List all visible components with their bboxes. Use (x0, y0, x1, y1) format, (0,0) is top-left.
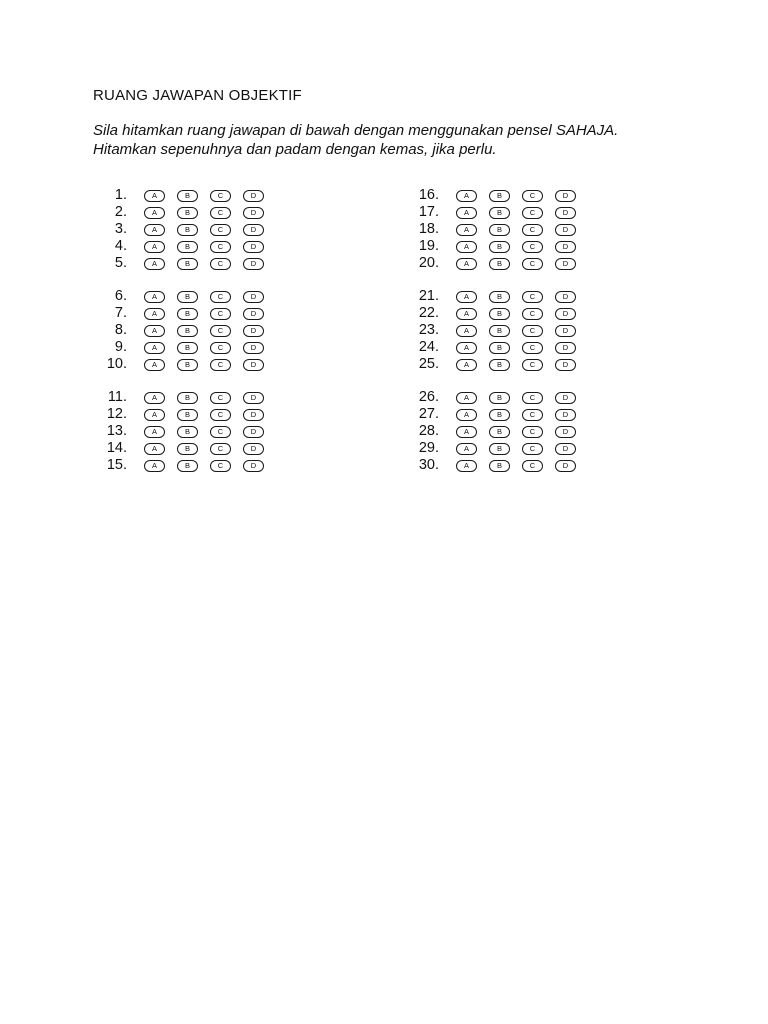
question-number: 3. (114, 221, 127, 237)
answer-bubble-a[interactable]: A (456, 258, 477, 270)
answer-bubble-c[interactable]: C (210, 409, 231, 421)
answer-bubble-b[interactable]: B (489, 291, 510, 303)
question-group (96, 187, 276, 272)
answer-bubble-c[interactable]: C (522, 190, 543, 202)
answer-bubble-d[interactable]: D (243, 460, 264, 472)
answer-bubble-a[interactable]: A (456, 325, 477, 337)
answer-bubble-b[interactable]: B (489, 308, 510, 320)
question-row (408, 406, 588, 423)
answer-bubble-d[interactable]: D (243, 443, 264, 455)
instruction-line-2: Hitamkan sepenuhnya dan padam dengan kemas, jika perlu. (93, 141, 497, 158)
answer-bubble-c[interactable]: C (210, 392, 231, 404)
question-row (408, 255, 588, 272)
answer-bubble-c[interactable]: C (210, 258, 231, 270)
answer-bubble-b[interactable]: B (177, 258, 198, 270)
answer-bubble-d[interactable]: D (555, 342, 576, 354)
question-row (408, 440, 588, 457)
question-row (96, 322, 276, 339)
answer-bubbles (456, 342, 588, 354)
question-number: 14. (106, 440, 127, 456)
answer-bubble-c[interactable]: C (522, 291, 543, 303)
question-row (96, 406, 276, 423)
answer-bubble-b[interactable]: B (177, 392, 198, 404)
answer-bubble-c[interactable]: C (522, 258, 543, 270)
answer-bubble-b[interactable]: B (177, 291, 198, 303)
page-title: RUANG JAWAPAN OBJEKTIF (93, 87, 302, 104)
answer-bubble-b[interactable]: B (177, 207, 198, 219)
answer-bubble-c[interactable]: C (522, 224, 543, 236)
question-row (408, 339, 588, 356)
answer-bubbles (456, 325, 588, 337)
answer-bubble-d[interactable]: D (243, 426, 264, 438)
answer-bubbles (144, 308, 276, 320)
answer-bubble-c[interactable]: C (522, 241, 543, 253)
answer-bubble-a[interactable]: A (144, 308, 165, 320)
answer-bubble-d[interactable]: D (555, 426, 576, 438)
answer-bubbles (144, 190, 276, 202)
answer-bubble-d[interactable]: D (555, 190, 576, 202)
answer-bubble-b[interactable]: B (489, 409, 510, 421)
question-row (96, 389, 276, 406)
answer-bubble-a[interactable]: A (456, 359, 477, 371)
answer-bubble-a[interactable]: A (144, 460, 165, 472)
answer-bubble-a[interactable]: A (144, 426, 165, 438)
answer-bubble-c[interactable]: C (522, 342, 543, 354)
answer-bubbles (456, 359, 588, 371)
answer-bubbles (144, 325, 276, 337)
answer-bubble-b[interactable]: B (177, 409, 198, 421)
answer-bubble-d[interactable]: D (243, 258, 264, 270)
answer-bubbles (144, 241, 276, 253)
answer-bubble-c[interactable]: C (210, 460, 231, 472)
answer-bubble-a[interactable]: A (144, 207, 165, 219)
question-row (96, 255, 276, 272)
answer-bubbles (456, 207, 588, 219)
answer-bubbles (144, 409, 276, 421)
answer-bubble-a[interactable]: A (144, 190, 165, 202)
question-number: 2. (114, 204, 127, 220)
answer-bubble-d[interactable]: D (555, 409, 576, 421)
answer-bubble-b[interactable]: B (489, 460, 510, 472)
question-group (96, 288, 276, 373)
question-row (408, 305, 588, 322)
question-row (408, 423, 588, 440)
answer-bubble-a[interactable]: A (456, 190, 477, 202)
answer-bubble-a[interactable]: A (144, 359, 165, 371)
answer-bubbles (456, 308, 588, 320)
answer-bubble-b[interactable]: B (489, 241, 510, 253)
answer-bubble-b[interactable]: B (489, 258, 510, 270)
answer-bubble-d[interactable]: D (243, 392, 264, 404)
question-number: 7. (114, 305, 127, 321)
answer-bubbles (456, 392, 588, 404)
answer-bubble-d[interactable]: D (555, 224, 576, 236)
answer-bubbles (456, 224, 588, 236)
answer-bubble-a[interactable]: A (144, 325, 165, 337)
answer-bubble-a[interactable]: A (456, 291, 477, 303)
question-number: 13. (106, 423, 127, 439)
question-row (408, 389, 588, 406)
answer-bubble-a[interactable]: A (456, 409, 477, 421)
question-number: 20. (418, 255, 439, 271)
question-number: 15. (106, 457, 127, 473)
answer-bubbles (456, 409, 588, 421)
answer-bubble-c[interactable]: C (210, 190, 231, 202)
answer-bubble-b[interactable]: B (177, 308, 198, 320)
answer-bubbles (144, 207, 276, 219)
answer-bubble-a[interactable]: A (456, 443, 477, 455)
question-row (96, 288, 276, 305)
answer-bubbles (456, 241, 588, 253)
question-row (408, 288, 588, 305)
answer-bubble-b[interactable]: B (489, 224, 510, 236)
question-group (408, 288, 588, 373)
question-number: 21. (418, 288, 439, 304)
answer-bubble-a[interactable]: A (456, 224, 477, 236)
answer-bubble-d[interactable]: D (243, 342, 264, 354)
answer-bubble-d[interactable]: D (555, 291, 576, 303)
answer-bubbles (456, 190, 588, 202)
answer-bubble-d[interactable]: D (555, 241, 576, 253)
question-row (408, 457, 588, 474)
answer-bubble-c[interactable]: C (210, 241, 231, 253)
answer-bubble-c[interactable]: C (522, 308, 543, 320)
answer-bubble-c[interactable]: C (210, 342, 231, 354)
answer-bubble-a[interactable]: A (144, 392, 165, 404)
question-number: 24. (418, 339, 439, 355)
question-number: 1. (114, 187, 127, 203)
question-number: 29. (418, 440, 439, 456)
answer-bubble-c[interactable]: C (522, 325, 543, 337)
answer-bubble-c[interactable]: C (210, 291, 231, 303)
answer-bubble-c[interactable]: C (522, 426, 543, 438)
answer-bubbles (144, 426, 276, 438)
answer-bubble-a[interactable]: A (456, 460, 477, 472)
answer-bubbles (456, 443, 588, 455)
question-row (96, 221, 276, 238)
answer-bubble-b[interactable]: B (489, 325, 510, 337)
answer-bubble-b[interactable]: B (177, 426, 198, 438)
answer-bubble-b[interactable]: B (489, 190, 510, 202)
question-row (96, 423, 276, 440)
answer-bubble-d[interactable]: D (243, 325, 264, 337)
answer-bubble-d[interactable]: D (555, 460, 576, 472)
question-row (408, 238, 588, 255)
answer-bubble-a[interactable]: A (144, 409, 165, 421)
question-number: 5. (114, 255, 127, 271)
answer-bubbles (144, 342, 276, 354)
answer-bubbles (456, 258, 588, 270)
answer-bubble-c[interactable]: C (210, 224, 231, 236)
question-number: 28. (418, 423, 439, 439)
answer-bubble-a[interactable]: A (456, 342, 477, 354)
answer-bubble-c[interactable]: C (522, 443, 543, 455)
answer-bubbles (144, 258, 276, 270)
answer-bubble-a[interactable]: A (144, 241, 165, 253)
question-number: 19. (418, 238, 439, 254)
answer-bubbles (144, 359, 276, 371)
answer-bubble-a[interactable]: A (456, 392, 477, 404)
question-number: 27. (418, 406, 439, 422)
question-row (408, 322, 588, 339)
answer-bubble-c[interactable]: C (210, 359, 231, 371)
answer-bubble-a[interactable]: A (144, 258, 165, 270)
answer-bubble-c[interactable]: C (210, 308, 231, 320)
answer-bubble-d[interactable]: D (555, 392, 576, 404)
question-row (408, 187, 588, 204)
answer-bubble-d[interactable]: D (555, 359, 576, 371)
question-number: 6. (114, 288, 127, 304)
question-number: 23. (418, 322, 439, 338)
answer-bubble-a[interactable]: A (456, 207, 477, 219)
question-number: 8. (114, 322, 127, 338)
question-group (96, 389, 276, 474)
answer-bubble-d[interactable]: D (555, 258, 576, 270)
question-number: 30. (418, 457, 439, 473)
answer-bubbles (144, 443, 276, 455)
answer-bubble-c[interactable]: C (522, 409, 543, 421)
answer-bubble-b[interactable]: B (177, 443, 198, 455)
question-row (96, 440, 276, 457)
answer-bubble-b[interactable]: B (177, 460, 198, 472)
answer-bubble-b[interactable]: B (489, 443, 510, 455)
answer-bubbles (144, 224, 276, 236)
answer-bubble-a[interactable]: A (144, 224, 165, 236)
answer-bubble-c[interactable]: C (522, 392, 543, 404)
instruction-line-1: Sila hitamkan ruang jawapan di bawah dengan menggunakan pensel SAHAJA. (93, 122, 619, 139)
answer-bubble-d[interactable]: D (555, 308, 576, 320)
answer-bubble-b[interactable]: B (177, 190, 198, 202)
answer-bubbles (456, 291, 588, 303)
answer-bubble-d[interactable]: D (243, 308, 264, 320)
question-number: 18. (418, 221, 439, 237)
question-row (408, 221, 588, 238)
answer-bubble-d[interactable]: D (555, 207, 576, 219)
question-row (96, 457, 276, 474)
question-row (96, 238, 276, 255)
question-number: 11. (107, 389, 127, 405)
question-number: 4. (114, 238, 127, 254)
question-row (96, 305, 276, 322)
answer-bubble-d[interactable]: D (555, 325, 576, 337)
answer-bubble-b[interactable]: B (489, 359, 510, 371)
answer-bubble-a[interactable]: A (456, 241, 477, 253)
answer-bubble-b[interactable]: B (489, 426, 510, 438)
answer-bubble-d[interactable]: D (555, 443, 576, 455)
answer-bubble-c[interactable]: C (210, 426, 231, 438)
answer-bubble-a[interactable]: A (144, 443, 165, 455)
question-number: 10. (106, 356, 127, 372)
answer-bubble-b[interactable]: B (177, 359, 198, 371)
question-group (408, 187, 588, 272)
answer-bubble-d[interactable]: D (243, 359, 264, 371)
answer-bubble-b[interactable]: B (489, 392, 510, 404)
answer-bubble-d[interactable]: D (243, 409, 264, 421)
answer-bubble-b[interactable]: B (177, 224, 198, 236)
answer-bubble-d[interactable]: D (243, 190, 264, 202)
question-row (408, 204, 588, 221)
question-number: 16. (418, 187, 439, 203)
question-number: 26. (418, 389, 439, 405)
question-number: 22. (418, 305, 439, 321)
answer-bubble-c[interactable]: C (210, 207, 231, 219)
question-number: 25. (418, 356, 439, 372)
answer-bubble-c[interactable]: C (522, 359, 543, 371)
answer-bubble-b[interactable]: B (177, 241, 198, 253)
answer-bubble-b[interactable]: B (489, 207, 510, 219)
answer-bubble-c[interactable]: C (210, 443, 231, 455)
answer-bubbles (144, 392, 276, 404)
answer-bubble-a[interactable]: A (144, 291, 165, 303)
answer-bubble-b[interactable]: B (489, 342, 510, 354)
answer-bubbles (144, 460, 276, 472)
answer-bubbles (456, 426, 588, 438)
answer-column-right (408, 187, 588, 474)
question-group (408, 389, 588, 474)
question-row (96, 339, 276, 356)
answer-bubble-d[interactable]: D (243, 291, 264, 303)
answer-bubbles (144, 291, 276, 303)
instructions (93, 121, 618, 159)
question-number: 12. (106, 406, 127, 422)
answer-bubble-d[interactable]: D (243, 241, 264, 253)
question-number: 9. (114, 339, 127, 355)
answer-bubble-a[interactable]: A (144, 342, 165, 354)
answer-bubble-d[interactable]: D (243, 224, 264, 236)
answer-bubble-c[interactable]: C (210, 325, 231, 337)
question-row (96, 204, 276, 221)
answer-bubbles (456, 460, 588, 472)
question-number: 17. (418, 204, 439, 220)
answer-column-left (96, 187, 276, 474)
answer-bubble-a[interactable]: A (456, 308, 477, 320)
answer-bubble-d[interactable]: D (243, 207, 264, 219)
question-row (96, 356, 276, 373)
answer-bubble-c[interactable]: C (522, 207, 543, 219)
answer-bubble-c[interactable]: C (522, 460, 543, 472)
answer-bubble-a[interactable]: A (456, 426, 477, 438)
question-row (96, 187, 276, 204)
question-row (408, 356, 588, 373)
answer-bubble-b[interactable]: B (177, 325, 198, 337)
answer-bubble-b[interactable]: B (177, 342, 198, 354)
